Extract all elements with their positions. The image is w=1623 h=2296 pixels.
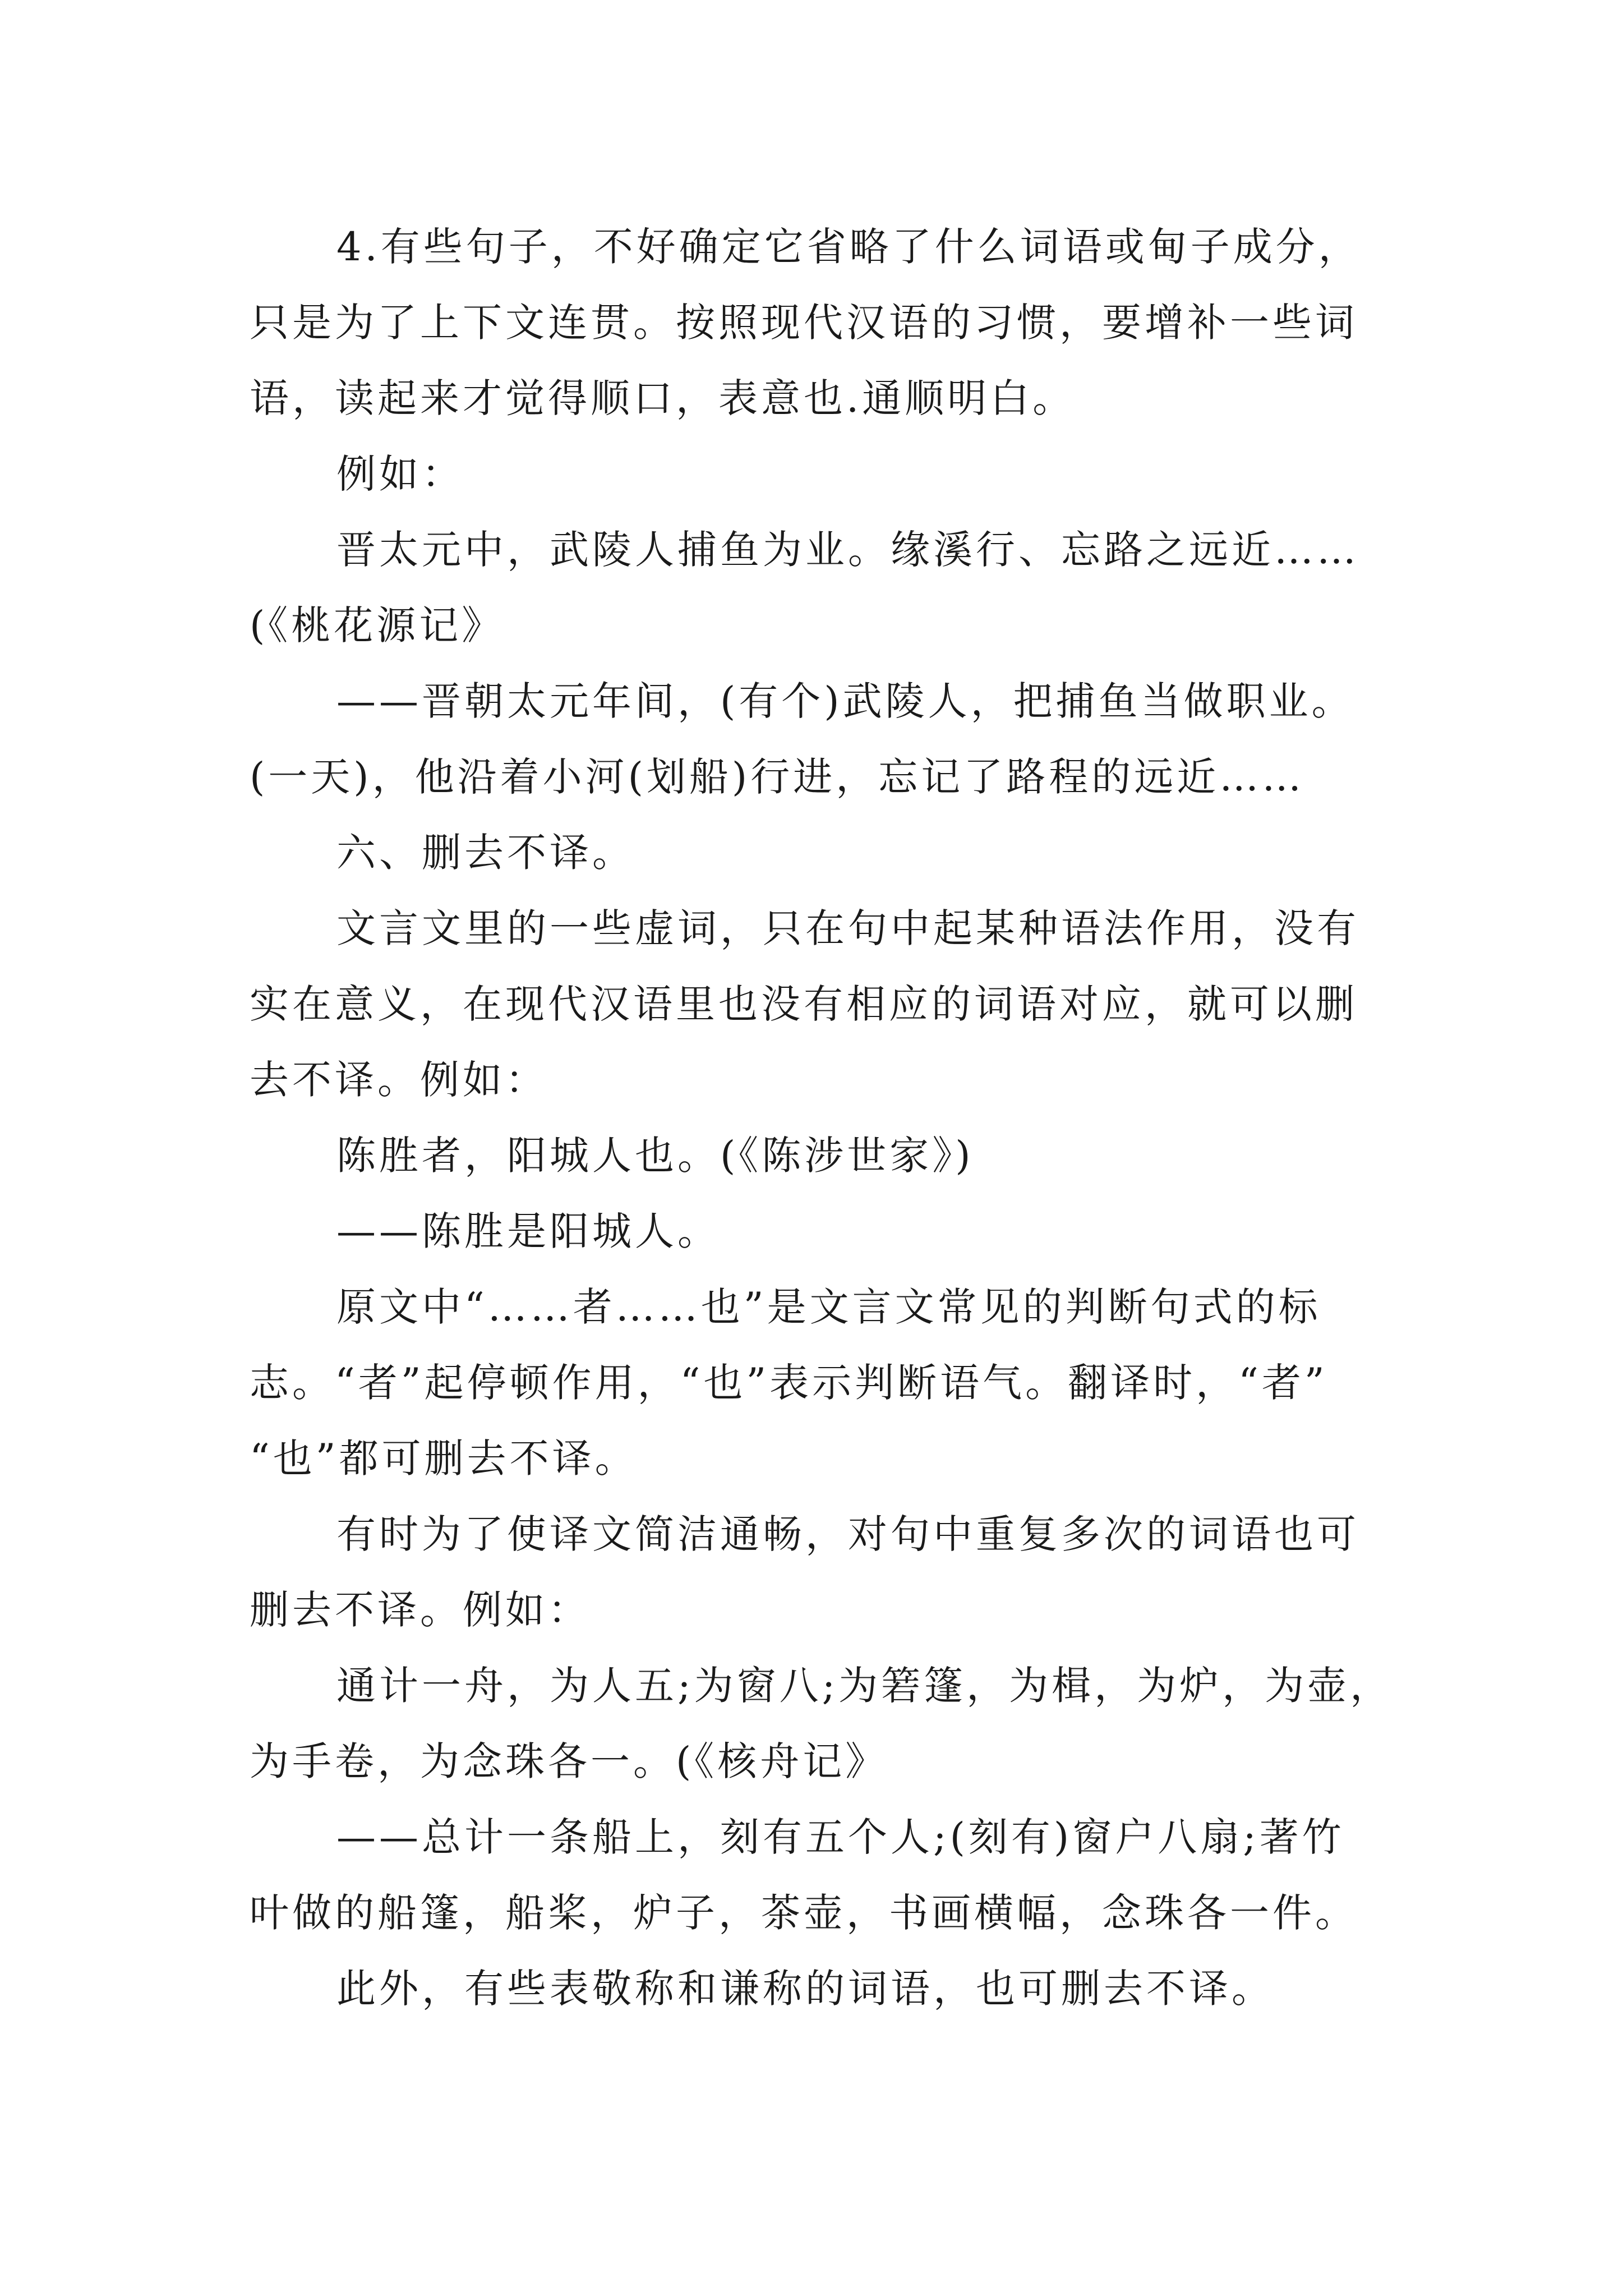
text-line: (一天)，他沿着小河(划船)行进，忘记了路程的远近…… [250,754,1305,800]
text-line: 原文中“……者……也”是文言文常见的判断句式的标 [336,1284,1321,1330]
text-line: ——晋朝太元年间，(有个)武陵人，把捕鱼当做职业。 [336,678,1354,724]
text-line: ——总计一条船上，刻有五个人;(刻有)窗户八扇;著竹 [336,1814,1345,1860]
text-line: 例如： [336,451,464,497]
text-line: 只是为了上下文连贯。按照现代汉语的习惯，要增补一些词 [250,300,1358,346]
text-line: 为手卷，为念珠各一。(《核舟记》 [250,1738,888,1784]
text-line: 通计一舟，为人五;为窗八;为箬篷，为楫，为炉，为壶， [336,1663,1393,1709]
section-heading: 六、删去不译。 [336,830,635,876]
text-line: 志。“者”起停顿作用，“也”表示判断语气。翻译时，“者” [250,1360,1328,1406]
text-line: 晋太元中，武陵人捕鱼为业。缘溪行、忘路之远近…… [336,527,1359,573]
text-line: 文言文里的一些虚词，只在句中起某种语法作用，没有 [336,905,1359,951]
text-line: 叶做的船篷，船桨，炉子，茶壶，书画横幅，念珠各一件。 [250,1890,1358,1936]
text-line: 陈胜者，阳城人也。(《陈涉世家》) [336,1133,974,1179]
text-line: ——陈胜是阳城人。 [336,1208,720,1254]
text-line: 删去不译。例如： [250,1587,591,1633]
text-line: 去不译。例如： [250,1057,548,1103]
text-line: 有时为了使译文简洁通畅，对句中重复多次的词语也可 [336,1511,1359,1557]
text-line: 此外，有些表敬称和谦称的词语，也可删去不译。 [336,1966,1274,2012]
text-line: 实在意义，在现代汉语里也没有相应的词语对应，就可以删 [250,981,1358,1027]
text-line: 4.有些句子，不好确定它省略了什么词语或甸子成分， [336,224,1361,270]
text-line: 语，读起来才觉得顺口，表意也.通顺明白。 [250,375,1076,421]
text-line: “也”都可删去不译。 [250,1435,638,1481]
text-line: (《桃花源记》 [250,602,505,648]
